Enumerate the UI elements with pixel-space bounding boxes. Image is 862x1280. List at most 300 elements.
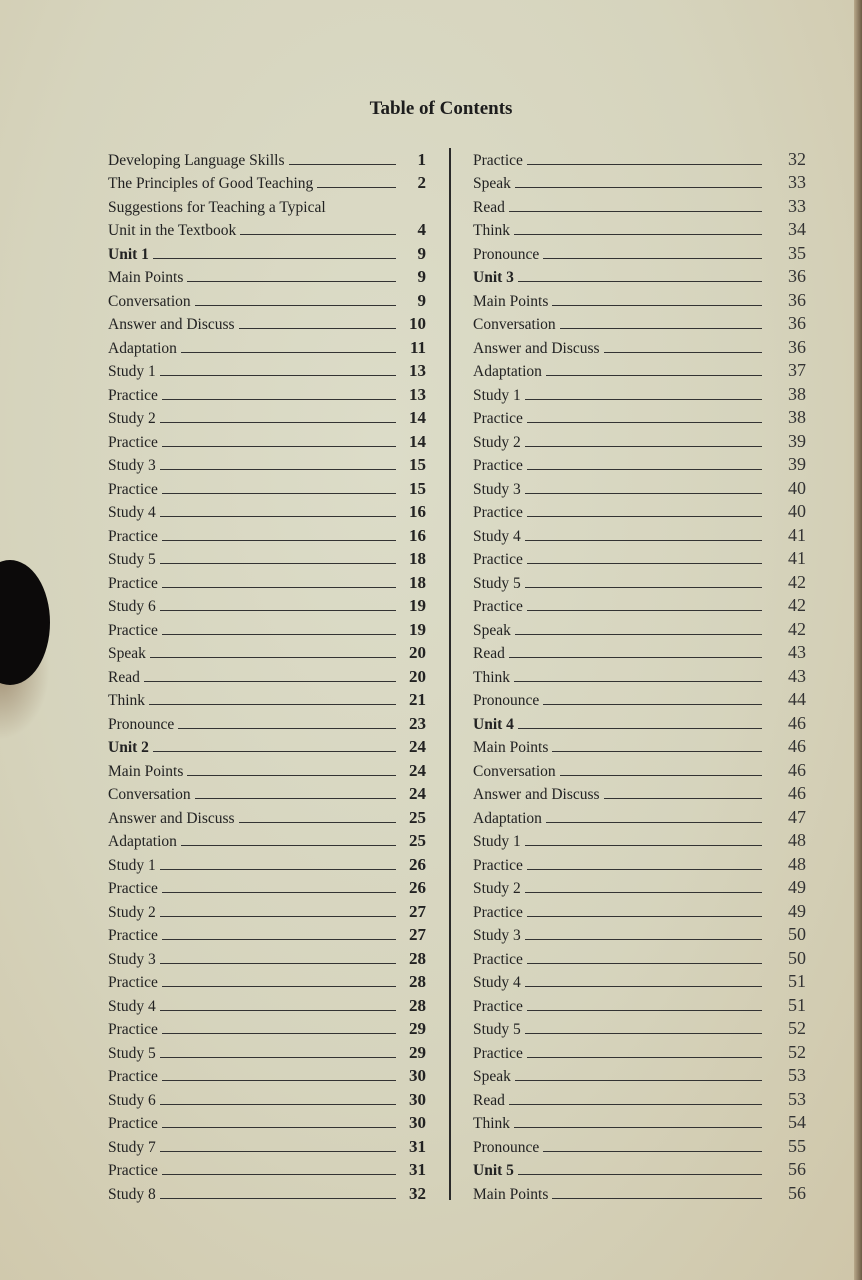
toc-entry-page: 51 <box>788 971 806 991</box>
toc-entry <box>108 428 426 452</box>
toc-entry-page: 23 <box>409 713 426 733</box>
toc-entry-page: 19 <box>409 619 426 639</box>
toc-entry <box>473 851 806 875</box>
toc-entry-page: 14 <box>409 431 426 451</box>
toc-entry <box>473 804 806 828</box>
toc-entry-page: 11 <box>409 337 426 357</box>
toc-entry <box>473 1157 806 1181</box>
leader-line <box>160 1151 396 1152</box>
leader-line <box>525 493 762 494</box>
toc-entry <box>473 240 806 264</box>
toc-entry-page: 26 <box>409 854 426 874</box>
leader-line <box>525 939 762 940</box>
toc-entry <box>473 992 806 1016</box>
toc-entry-label: Study 8 <box>108 1185 156 1203</box>
leader-line <box>543 704 762 705</box>
toc-entry <box>473 358 806 382</box>
toc-entry-page: 27 <box>409 901 426 921</box>
toc-entry-page: 28 <box>409 948 426 968</box>
toc-entry-label: Study 4 <box>108 504 156 521</box>
toc-entry-label: Unit 4 <box>473 715 514 733</box>
toc-entry <box>108 452 426 476</box>
toc-entry <box>108 969 426 993</box>
leader-line <box>162 939 396 940</box>
toc-entry-page: 43 <box>788 642 806 662</box>
toc-entry-page: 30 <box>409 1113 426 1132</box>
toc-entry <box>108 381 426 405</box>
leader-line <box>162 493 396 494</box>
toc-entry-label: Study 5 <box>108 551 156 568</box>
toc-entry-label: Read <box>473 198 505 216</box>
toc-entry-page: 24 <box>409 760 426 780</box>
toc-entry-page: 15 <box>409 478 426 498</box>
toc-entry-page: 48 <box>788 853 806 874</box>
leader-line <box>195 798 396 799</box>
toc-entry-page: 29 <box>409 1019 426 1038</box>
toc-entry <box>473 616 806 640</box>
toc-entry <box>108 804 426 828</box>
toc-entry-page: 38 <box>788 407 806 427</box>
toc-entry <box>108 217 426 241</box>
toc-entry-label: Study 1 <box>473 833 521 850</box>
leader-line <box>162 1174 396 1175</box>
leader-line <box>160 1104 396 1105</box>
toc-entry-page: 40 <box>788 501 806 521</box>
leader-line <box>240 234 396 235</box>
toc-entry-label: Study 1 <box>108 856 156 874</box>
leader-line <box>527 963 762 964</box>
toc-entry <box>108 1086 426 1110</box>
toc-entry-label: Speak <box>473 175 511 192</box>
leader-line <box>546 375 762 376</box>
toc-entry-label: Study 2 <box>108 903 156 921</box>
toc-entry-label: Study 3 <box>108 950 156 968</box>
leader-line <box>160 1057 396 1058</box>
leader-line <box>162 1080 396 1081</box>
toc-entry-page: 41 <box>788 548 806 568</box>
toc-entry <box>473 452 806 476</box>
toc-entry-label: Practice <box>108 386 158 404</box>
toc-entry <box>473 710 806 734</box>
toc-entry <box>473 875 806 899</box>
toc-entry-page: 1 <box>417 149 426 169</box>
toc-entry-label: Study 1 <box>473 386 521 404</box>
toc-entry <box>108 781 426 805</box>
toc-entry-page: 44 <box>788 689 806 709</box>
toc-entry-label: Conversation <box>473 762 556 780</box>
toc-entry <box>473 146 806 170</box>
leader-line <box>239 328 396 329</box>
leader-line <box>527 869 762 870</box>
toc-entry-label: Developing Language Skills <box>108 151 285 169</box>
toc-entry-page: 50 <box>788 924 806 944</box>
toc-entry <box>108 687 426 711</box>
toc-entry <box>108 546 426 570</box>
toc-entry <box>108 405 426 429</box>
toc-entry <box>108 1039 426 1063</box>
toc-entry-label: Unit 3 <box>473 269 514 286</box>
toc-entry-label: Answer and Discuss <box>473 786 600 803</box>
toc-entry <box>473 663 806 687</box>
toc-entry <box>108 1063 426 1087</box>
toc-entry-page: 48 <box>788 830 806 850</box>
toc-entry <box>473 193 806 217</box>
toc-left-column <box>108 146 426 1204</box>
toc-entry <box>473 828 806 852</box>
toc-entry-page: 32 <box>409 1183 426 1203</box>
leader-line <box>546 822 762 823</box>
toc-entry <box>108 898 426 922</box>
toc-entry-label: Study 3 <box>108 457 156 474</box>
toc-entry-label: Answer and Discuss <box>473 339 600 357</box>
toc-entry-page: 56 <box>788 1159 806 1179</box>
leader-line <box>525 892 762 893</box>
page-edge <box>854 0 862 1280</box>
leader-line <box>162 540 396 541</box>
leader-line <box>514 1127 762 1128</box>
toc-entry-label: Practice <box>108 1162 158 1179</box>
toc-entry-page: 20 <box>409 666 426 686</box>
toc-entry-label: Adaptation <box>108 833 177 850</box>
toc-entry <box>108 1133 426 1157</box>
toc-entry-page: 49 <box>788 900 806 921</box>
toc-entry-label: Speak <box>473 1068 511 1085</box>
toc-entry-page: 18 <box>409 572 426 592</box>
leader-line <box>560 775 762 776</box>
leader-line <box>509 1104 762 1105</box>
toc-entry-label: Main Points <box>473 739 549 756</box>
toc-entry <box>108 1157 426 1181</box>
toc-entry-label: Study 6 <box>108 598 156 615</box>
leader-line <box>153 751 396 752</box>
toc-entry-label: Practice <box>473 598 523 615</box>
toc-entry <box>108 569 426 593</box>
toc-entry-label: Practice <box>108 527 158 545</box>
toc-entry-page: 53 <box>788 1088 806 1109</box>
toc-entry-page: 28 <box>409 995 426 1015</box>
toc-entry-page: 30 <box>409 1089 426 1109</box>
toc-entry-label: Study 4 <box>473 527 521 545</box>
toc-entry-label: Read <box>473 1091 505 1109</box>
leader-line <box>515 187 762 188</box>
toc-entry-label: Think <box>473 222 511 239</box>
leader-line <box>150 657 396 658</box>
column-divider <box>449 148 451 1200</box>
leader-line <box>162 446 396 447</box>
toc-entry-label: Practice <box>108 974 158 991</box>
toc-entry <box>108 287 426 311</box>
toc-entry <box>108 240 426 264</box>
toc-entry-page: 52 <box>788 1018 806 1038</box>
toc-entry-label: Study 2 <box>473 880 521 897</box>
toc-entry <box>108 757 426 781</box>
toc-entry-page: 37 <box>788 360 806 380</box>
toc-entry-page: 41 <box>788 524 806 545</box>
toc-entry <box>473 522 806 546</box>
leader-line <box>514 234 762 235</box>
toc-entry <box>108 734 426 758</box>
leader-line <box>162 399 396 400</box>
leader-line <box>181 845 396 846</box>
leader-line <box>527 469 762 470</box>
toc-entry-label: Practice <box>108 1021 158 1038</box>
toc-entry-label: Study 4 <box>473 974 521 991</box>
leader-line <box>560 328 762 329</box>
toc-entry-page: 4 <box>417 220 426 239</box>
toc-entry-label: Adaptation <box>473 809 542 827</box>
toc-entry-page: 40 <box>788 477 806 498</box>
toc-entry <box>473 334 806 358</box>
page-title: Table of Contents <box>369 98 513 119</box>
toc-entry <box>108 710 426 734</box>
leader-line <box>509 211 762 212</box>
toc-entry-page: 24 <box>409 784 426 803</box>
toc-entry <box>473 381 806 405</box>
toc-entry <box>473 1039 806 1063</box>
toc-entry-label: Practice <box>108 621 158 639</box>
toc-entry-label: Answer and Discuss <box>108 809 235 827</box>
toc-entry-label: Practice <box>473 950 523 968</box>
toc-entry-page: 36 <box>788 313 806 333</box>
toc-entry-label: Adaptation <box>473 363 542 380</box>
toc-entry-label: Study 4 <box>108 997 156 1015</box>
leader-line <box>525 986 762 987</box>
leader-line <box>525 540 762 541</box>
toc-entry-page: 13 <box>409 361 426 380</box>
leader-line <box>149 704 396 705</box>
toc-entry-label: Conversation <box>473 316 556 333</box>
leader-line <box>181 352 396 353</box>
toc-entry-page: 13 <box>409 384 426 404</box>
toc-entry-label: Study 3 <box>473 480 521 498</box>
toc-entry-label: Pronounce <box>473 1138 540 1156</box>
toc-entry <box>108 358 426 382</box>
toc-entry-label: Study 5 <box>473 1021 521 1038</box>
toc-entry-label: Conversation <box>108 292 191 310</box>
toc-entry <box>108 828 426 852</box>
toc-entry-label: Think <box>108 692 146 709</box>
toc-entry <box>473 217 806 241</box>
toc-entry-page: 36 <box>788 336 806 357</box>
toc-entry-page: 14 <box>409 408 426 427</box>
toc-entry-page: 16 <box>409 502 426 521</box>
toc-entry-label: Pronounce <box>108 715 175 733</box>
toc-entry-label: Practice <box>108 927 158 944</box>
toc-entry-label: Study 6 <box>108 1091 156 1109</box>
leader-line <box>178 728 396 729</box>
leader-line <box>525 399 762 400</box>
leader-line <box>527 1057 762 1058</box>
toc-entry <box>473 1180 806 1204</box>
toc-entry-page: 24 <box>409 737 426 756</box>
toc-entry-page: 38 <box>788 383 806 404</box>
toc-entry-page: 21 <box>409 690 426 709</box>
leader-line <box>514 681 762 682</box>
toc-entry <box>108 1016 426 1040</box>
toc-entry <box>473 499 806 523</box>
toc-entry-page: 9 <box>417 290 426 310</box>
toc-entry <box>108 334 426 358</box>
toc-entry-label: Practice <box>108 1115 158 1132</box>
toc-entry-page: 30 <box>409 1066 426 1085</box>
toc-entry <box>473 922 806 946</box>
toc-entry-page: 46 <box>788 759 806 780</box>
toc-entry-label: Main Points <box>108 762 184 780</box>
toc-entry <box>108 193 426 217</box>
toc-entry-label: Unit 1 <box>108 245 149 263</box>
toc-entry-label: Answer and Discuss <box>108 316 235 333</box>
leader-line <box>317 187 396 188</box>
toc-entry-label: Read <box>108 668 140 686</box>
toc-entry-page: 19 <box>409 596 426 615</box>
toc-entry-label: Study 7 <box>108 1138 156 1156</box>
toc-entry-label: Practice <box>473 997 523 1015</box>
toc-entry-page: 35 <box>788 242 806 263</box>
leader-line <box>515 1080 762 1081</box>
leader-line <box>525 446 762 447</box>
leader-line <box>160 516 396 517</box>
toc-entry-page: 33 <box>788 195 806 216</box>
leader-line <box>525 845 762 846</box>
toc-entry-page: 46 <box>788 736 806 756</box>
toc-entry-label: Unit 5 <box>473 1162 514 1179</box>
toc-right-column <box>473 146 806 1204</box>
toc-entry <box>108 522 426 546</box>
toc-entry <box>473 640 806 664</box>
leader-line <box>289 164 397 165</box>
toc-entry-page: 55 <box>788 1135 806 1156</box>
leader-line <box>160 869 396 870</box>
toc-entry-page: 34 <box>788 219 806 239</box>
toc-entry <box>108 922 426 946</box>
leader-line <box>527 1010 762 1011</box>
toc-entry <box>473 1133 806 1157</box>
toc-entry-label: Speak <box>108 645 146 662</box>
leader-line <box>162 587 396 588</box>
toc-entry-label: Think <box>473 1115 511 1132</box>
toc-entry <box>473 734 806 758</box>
leader-line <box>527 516 762 517</box>
leader-line <box>160 916 396 917</box>
toc-entry-page: 27 <box>409 925 426 944</box>
toc-entry-page: 29 <box>409 1042 426 1062</box>
toc-entry-label: Practice <box>473 551 523 568</box>
toc-entry <box>473 969 806 993</box>
leader-line <box>527 422 762 423</box>
leader-line <box>153 258 396 259</box>
toc-entry-page: 36 <box>788 289 806 310</box>
toc-entry-page: 53 <box>788 1065 806 1085</box>
toc-entry-page: 47 <box>788 806 806 827</box>
leader-line <box>527 563 762 564</box>
toc-entry-label: Study 3 <box>473 927 521 944</box>
toc-entry-label: Practice <box>473 151 523 169</box>
toc-entry <box>108 146 426 170</box>
toc-entry <box>473 945 806 969</box>
toc-entry-page: 33 <box>788 172 806 192</box>
toc-entry-label: Pronounce <box>473 692 540 709</box>
toc-entry-label: Practice <box>108 433 158 451</box>
toc-entry-label: Practice <box>108 880 158 897</box>
toc-entry-page: 51 <box>788 994 806 1015</box>
toc-entry-page: 50 <box>788 947 806 968</box>
leader-line <box>160 375 396 376</box>
toc-entry-page: 42 <box>788 571 806 592</box>
toc-entry-page: 46 <box>788 712 806 733</box>
leader-line <box>543 1151 762 1152</box>
toc-entry <box>108 945 426 969</box>
toc-entry-page: 42 <box>788 595 806 615</box>
toc-entry <box>473 1110 806 1134</box>
toc-entry <box>473 264 806 288</box>
toc-entry <box>473 569 806 593</box>
toc-entry-page: 15 <box>409 455 426 474</box>
leader-line <box>518 281 762 282</box>
leader-line <box>527 164 762 165</box>
toc-entry-label: Unit 2 <box>108 739 149 756</box>
toc-entry-page: 9 <box>417 243 426 263</box>
leader-line <box>604 798 762 799</box>
toc-entry <box>108 475 426 499</box>
toc-entry-page: 18 <box>409 549 426 568</box>
toc-entry-label: Pronounce <box>473 245 540 263</box>
toc-entry <box>473 1086 806 1110</box>
leader-line <box>160 563 396 564</box>
toc-entry-page: 16 <box>409 525 426 545</box>
toc-entry <box>473 898 806 922</box>
toc-entry <box>108 311 426 335</box>
leader-line <box>187 281 396 282</box>
leader-line <box>195 305 396 306</box>
toc-entry <box>473 428 806 452</box>
toc-entry-page: 31 <box>409 1160 426 1179</box>
toc-entry-label: Study 2 <box>473 433 521 451</box>
leader-line <box>187 775 396 776</box>
toc-entry-page: 10 <box>409 314 426 333</box>
toc-entry <box>473 311 806 335</box>
toc-entry-page: 28 <box>409 972 426 991</box>
leader-line <box>162 634 396 635</box>
toc-entry-label: Study 5 <box>108 1044 156 1062</box>
leader-line <box>518 728 762 729</box>
toc-entry-page: 43 <box>788 665 806 686</box>
toc-entry-label: The Principles of Good Teaching <box>108 175 314 192</box>
toc-entry-label: Speak <box>473 621 511 639</box>
toc-entry <box>108 264 426 288</box>
toc-entry <box>108 1110 426 1134</box>
toc-entry <box>108 992 426 1016</box>
toc-entry <box>473 475 806 499</box>
toc-entry-page: 26 <box>409 878 426 897</box>
toc-entry <box>108 851 426 875</box>
leader-line <box>160 610 396 611</box>
toc-entry-page: 2 <box>417 173 426 192</box>
leader-line <box>160 422 396 423</box>
toc-entry-page: 9 <box>417 267 426 286</box>
toc-entry-label: Main Points <box>473 1185 549 1203</box>
toc-entry-page: 25 <box>409 831 426 850</box>
toc-entry <box>473 1016 806 1040</box>
toc-entry-page: 49 <box>788 877 806 897</box>
toc-entry <box>473 757 806 781</box>
toc-entry <box>473 287 806 311</box>
toc-entry-label: Practice <box>473 856 523 874</box>
toc-entry-label: Adaptation <box>108 339 177 357</box>
leader-line <box>543 258 762 259</box>
leader-line <box>160 963 396 964</box>
leader-line <box>525 1033 762 1034</box>
leader-line <box>239 822 396 823</box>
